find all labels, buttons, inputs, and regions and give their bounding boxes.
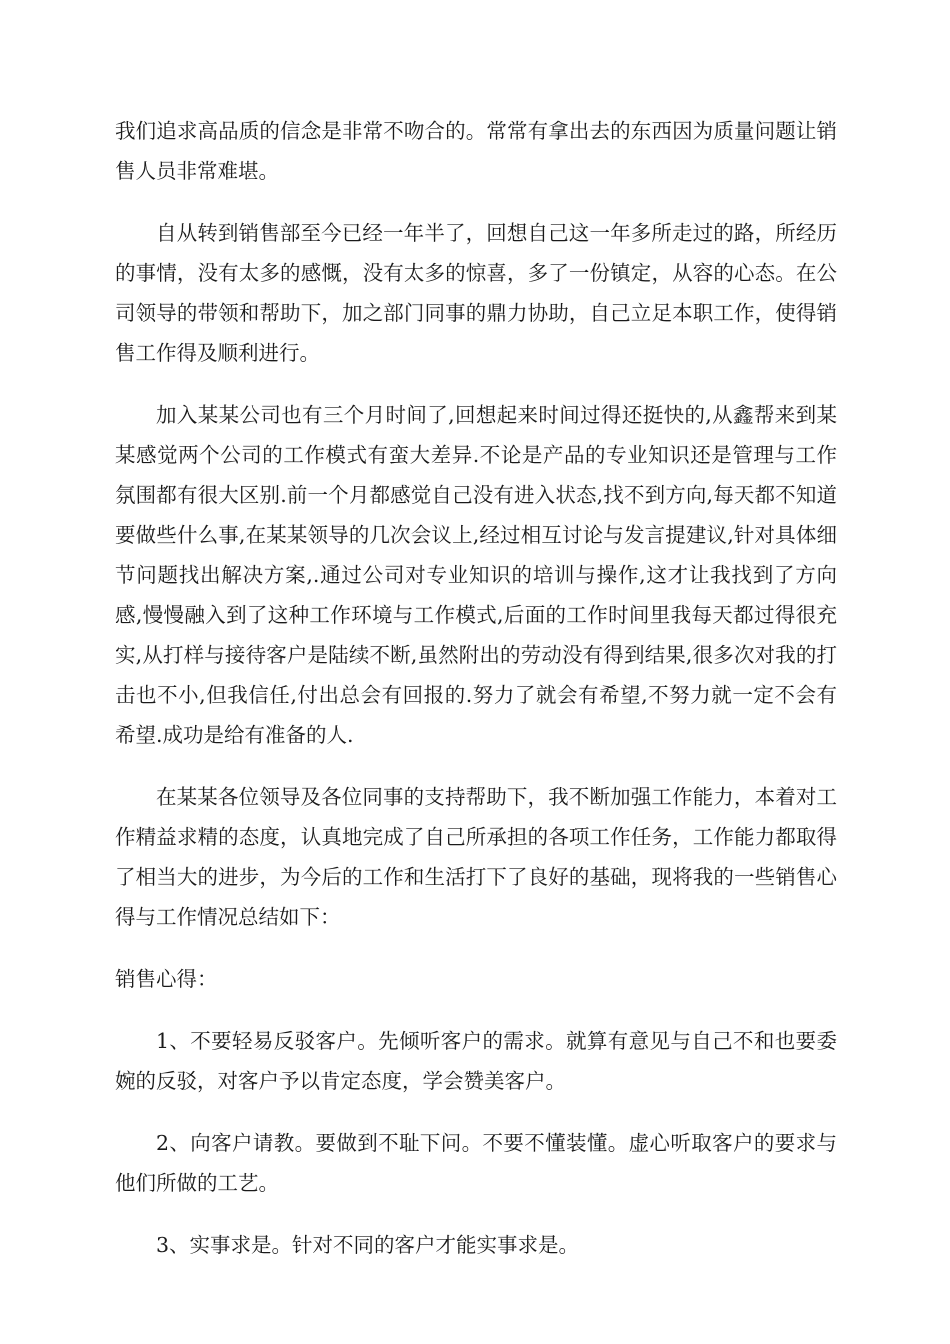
list-item-2: 2、向客户请教。要做到不耻下问。不要不懂装懂。虚心听取客户的要求与他们所做的工艺。 xyxy=(115,1131,837,1195)
paragraph-continuation: 我们追求高品质的信念是非常不吻合的。常常有拿出去的东西因为质量问题让销售人员非常难堪。 xyxy=(115,119,837,183)
section-heading-sales-experience: 销售心得： xyxy=(115,967,218,991)
list-item-3: 3、实事求是。针对不同的客户才能实事求是。 xyxy=(156,1233,580,1257)
paragraph-summary-intro: 在某某各位领导及各位同事的支持帮助下，我不断加强工作能力，本着对工作精益求精的态度，认真地完成了自己所承担的各项工作任务，工作能力都取得了相当大的进步，为今后的工作和生活打下了良好的基础，现将我的一些销售心得与工作情况总结如下： xyxy=(115,785,837,929)
document-body xyxy=(115,111,837,1287)
list-item-1: 1、不要轻易反驳客户。先倾听客户的需求。就算有意见与自己不和也要委婉的反驳，对客户予以肯定态度，学会赞美客户。 xyxy=(115,1029,837,1093)
paragraph-sales-department: 自从转到销售部至今已经一年半了，回想自己这一年多所走过的路，所经历的事情，没有太多的感慨，没有太多的惊喜，多了一份镇定，从容的心态。在公司领导的带领和帮助下，加之部门同事的鼎力协助，自己立足本职工作，使得销售工作得及顺利进行。 xyxy=(115,221,837,365)
paragraph-joining-company: 加入某某公司也有三个月时间了,回想起来时间过得还挺快的,从鑫帮来到某某感觉两个公司的工作模式有蛮大差异.不论是产品的专业知识还是管理与工作氛围都有很大区别.前一个月都感觉自己没有进入状态,找不到方向,每天都不知道要做些什么事,在某某领导的几次会议上,经过相互讨论与发言提建议,针对具体细节问题找出解决方案,.通过公司对专业知识的培训与操作,这才让我找到了方向感,慢慢融入到了这种工作环境与工作模式,后面的工作时间里我每天都过得很充实,从打样与接待客户是陆续不断,虽然附出的劳动没有得到结果,很多次对我的打击也不小,但我信任,付出总会有回报的.努力了就会有希望,不努力就一定不会有希望.成功是给有准备的人. xyxy=(115,403,837,747)
